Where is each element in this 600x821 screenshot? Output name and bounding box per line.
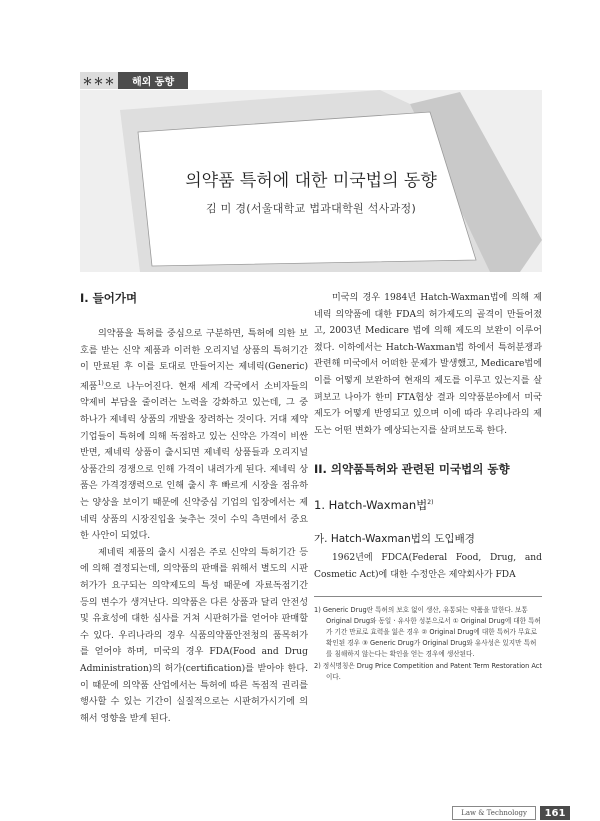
footnote-1: 1) Generic Drug란 특허의 보호 없이 생산, 유통되는 약품을 말한다. 보통 Original Drug와 동일ㆍ유사한 성분으로서 ① Original Drug에 대한 특허가 기간 만료로 효력을 잃은 경우 ② Original Drug에 대한 특허가 무효로 확인된 경우 ③ Generic Drug가 Original Drug와 유사성은 있지만 특허를 침해하지 않는다는 확인을 얻는 경우에 생산된다.: [314, 605, 541, 658]
background-paragraph: 1962년에 FDCA(Federal Food, Drug, and Cosmetic Act)에 대한 수정안은 제약회사가 FDA: [314, 553, 542, 580]
subsection-heading-background: 가. Hatch-Waxman법의 도입배경: [314, 533, 475, 546]
page-footer: [452, 806, 570, 820]
intro-paragraph-2: 제네릭 제품의 출시 시점은 주로 신약의 특허기간 등에 의해 결정되는데, 의약품의 판매를 위해서 별도의 시판허가가 요구되는 의약제도의 특성 때문에 자료독점기간 등의 변수가 생겨난다. 의약품은 다른 상품과 달리 안전성 및 유효성에 대한 심사를 거쳐 시판허가를 얻어야 판매할 수 있다. 우리나라의 경우 식품의약품안전청의 품목허가를 얻어야 하며, 미국의 경우 FDA(Food and Drug Administration)의 허가(certification)를 받아야 한다. 이 때문에 의약품 산업에서는 특허에 따른 독점적 권리를 행사할 수 있는 기간이 실질적으로는 시판허가시기에 의해서 영향을 받게 된다.: [80, 547, 308, 724]
section-tag: [80, 72, 188, 89]
footnote-divider: [314, 596, 542, 597]
intro-paragraph-3: 미국의 경우 1984년 Hatch-Waxman법에 의해 제네릭 의약품에 대한 FDA의 허가제도의 골격이 만들어졌고, 2003년 Medicare 법에 의해 제도의 보완이 이루어졌다. 이하에서는 Hatch-Waxman법 하에서 특허분쟁과 관련해 미국에서 어떠한 문제가 발생했고, Medicare법에 이를 어떻게 보완하여 현재의 제도를 이루고 있는지를 살펴보고 나아가 한미 FTA협상 결과 의약품분야에서 미국 제도가 어떻게 반영되고 있으며 이에 따라 우리나라의 제도는 어떤 변화가 예상되는지를 살펴보도록 한다.: [314, 293, 542, 436]
page-number: 161: [540, 806, 570, 820]
subsection-heading-hatch-waxman: 1. Hatch-Waxman법$^{2)}$: [314, 498, 434, 513]
footnote-ref-1[interactable]: 1): [97, 379, 104, 387]
intro-paragraph-1: 의약품을 특허를 중심으로 구분하면, 특허에 의한 보호를 받는 신약 제품과 이러한 오리지널 상품의 특허기간이 만료된 후 이를 토대로 만들어지는 제네릭(Generic) 제품$^{1)}$으로 나누어진다. 현재 세계 각국에서 소비자들의 약제비 부담을 줄이려는 노력을 강화하고 있는데, 그 중 하나가 제네릭 상품의 개발을 장려하는 것이다. 거대 제약기업들이 특허에 의해 독점하고 있는 신약은 가격이 비싼 반면, 제네릭 상품이 출시되면 제네릭 상품들과 오리지널 상품간의 경쟁으로 인해 가격이 내려가게 된다. 제네릭 상품은 가격경쟁력으로 인해 출시 후 빠르게 시장을 점유하는 양상을 보이기 때문에 신약중심 기업의 입장에서는 제네릭 상품의 시장진입을 늦추는 것이 수익 측면에서 중요한 사안이 되었다.: [80, 329, 308, 542]
section-stars: ＊＊＊: [80, 72, 118, 89]
journal-name: Law & Technology: [452, 806, 536, 820]
article-title: 의약품 특허에 대한 미국법의 동향: [185, 171, 437, 191]
article-author: 김 미 경(서울대학교 법과대학원 석사과정): [205, 202, 417, 215]
section-heading-us-law: II. 의약품특허와 관련된 미국법의 동향: [314, 462, 510, 477]
section-label: 해외 동향: [118, 72, 188, 89]
left-column: [80, 290, 308, 727]
title-banner: [80, 90, 542, 272]
footnote-ref-2[interactable]: 2): [427, 499, 434, 507]
footnote-2: 2) 정식명칭은 Drug Price Competition and Patent Term Restoration Act이다.: [314, 661, 542, 681]
right-column: [314, 290, 542, 684]
section-heading-intro: I. 들어가며: [80, 291, 138, 305]
